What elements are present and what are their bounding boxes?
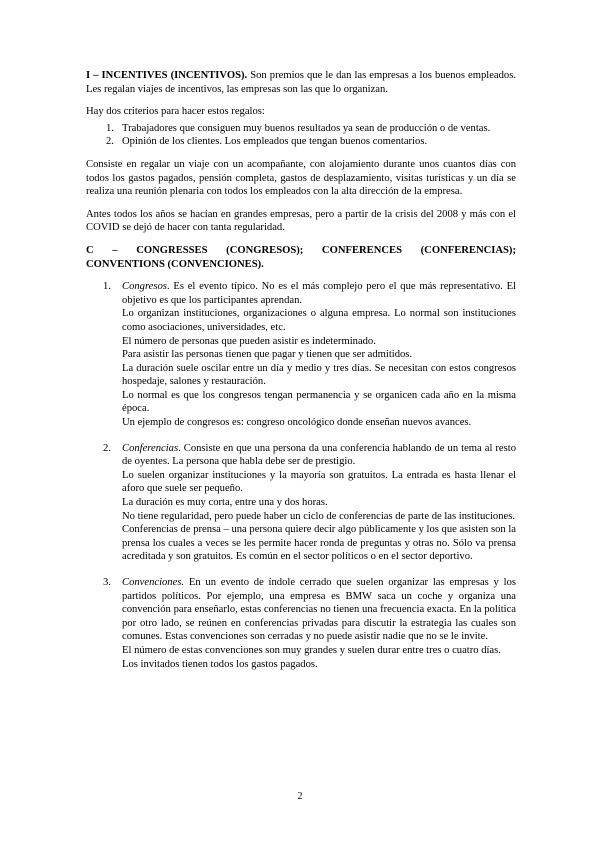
section-congresos bbox=[86, 280, 516, 430]
section-conferencias bbox=[86, 442, 516, 564]
incentives-text: Son premios que le dan las empresas a los buenos empleados. Les regalan viajes de incentivos, las empresas son las que lo organizan. bbox=[86, 70, 516, 95]
section-line: Los invitados tienen todos los gastos pagados. bbox=[122, 658, 318, 670]
list-item-number: 1. bbox=[106, 122, 114, 134]
section-lead bbox=[122, 280, 516, 307]
section-title: Conferencias bbox=[122, 442, 179, 454]
section-lead-text: . Es el evento típico. No es el más complejo pero el que más representativo. El objetivo es que los participantes aprendan. bbox=[122, 281, 516, 306]
section-title: Congresos bbox=[122, 281, 167, 293]
section-lead-text: . Consiste en que una persona da una conferencia hablando de un tema al resto de oyentes. La persona que habla debe ser de prestigio. bbox=[122, 442, 516, 468]
section-line: Un ejemplo de congresos es: congreso oncológico donde enseñan nuevos avances. bbox=[122, 417, 472, 429]
incentives-paragraph bbox=[86, 69, 516, 96]
section-number: 3. bbox=[103, 577, 111, 588]
covid-paragraph: Antes todos los años se hacían en grandes empresas, pero a partir de la crisis del 2008 y más con el COVID se dejó de hacer con tanta regularidad. bbox=[86, 208, 516, 234]
list-item bbox=[86, 122, 516, 136]
section-number: 2. bbox=[103, 442, 111, 454]
section-line: Para asistir las personas tienen que pagar y tienen que ser admitidos. bbox=[122, 349, 413, 361]
list-item-text: Trabajadores que consiguen muy buenos resultados ya sean de producción o de ventas. bbox=[122, 122, 491, 134]
section-line: La duración suele oscilar entre un día y medio y tres días. Se necesitan con estos congresos hospedaje, salones y restauración. bbox=[122, 362, 516, 388]
list-item-number: 2. bbox=[106, 136, 114, 148]
section-convenciones bbox=[86, 576, 516, 671]
section-title: Convenciones. bbox=[122, 577, 185, 588]
page-number: 2 bbox=[297, 791, 303, 802]
section-number: 1. bbox=[103, 281, 111, 293]
section-line: Lo normal es que los congresos tengan permanencia y se organicen cada año en la misma época. bbox=[122, 389, 516, 415]
c-section-heading: C – CONGRESSES (CONGRESOS); CONFERENCES (CONFERENCIAS); CONVENTIONS (CONVENCIONES). bbox=[86, 244, 516, 270]
criterios-list bbox=[86, 122, 516, 149]
viaje-paragraph: Consiste en regalar un viaje con un acompañante, con alojamiento durante unos cuantos días con todos los gastos pagados, pensión completa, gastos de desplazamiento, visitas turísticas y un día se realiza una reunión plenaria con todos los empleados con la alta dirección de la empresa. bbox=[86, 158, 516, 198]
section-line: Lo organizan instituciones, organizaciones o alguna empresa. Lo normal son instituciones como asociaciones, universidades, etc. bbox=[122, 308, 516, 333]
criterios-intro: Hay dos criterios para hacer estos regalos: bbox=[86, 106, 265, 118]
section-line: Lo suelen organizar instituciones y la mayoría son gratuitos. La entrada es hasta llenar el aforo que suele ser pequeño. bbox=[122, 469, 516, 495]
section-lead-text: En un evento de índole cerrado que suelen organizar las empresas y los partidos políticos. Por ejemplo, una empresa es BMW saca un coche y organiza una convención para enseñarlo, estas conferencias no tienen una frecuencia exacta. En la política por otro lado, se reúnen en conferencias privadas para discutir la estrategia las cuales son comunes. Estas convenciones son cerradas y no puede asistir nadie que no se le invite. bbox=[122, 577, 516, 643]
list-item-text: Opinión de los clientes. Los empleados que tengan buenos comentarios. bbox=[122, 136, 428, 148]
section-line: La duración es muy corta, entre una y dos horas. bbox=[122, 497, 328, 509]
section-lead bbox=[122, 576, 516, 644]
list-item bbox=[86, 135, 516, 149]
section-line: No tiene regularidad, pero puede haber un ciclo de conferencias de parte de las instituciones. bbox=[122, 510, 515, 522]
page-content bbox=[86, 69, 516, 683]
section-lead bbox=[122, 442, 516, 469]
incentives-heading: I – INCENTIVES (INCENTIVOS). bbox=[86, 70, 248, 81]
section-line: El número de estas convenciones son muy grandes y suelen durar entre tres o cuatro días. bbox=[122, 644, 501, 656]
section-line: El número de personas que pueden asistir es indeterminado. bbox=[122, 335, 376, 347]
section-line: Conferencias de prensa – una persona quiere decir algo públicamente y los que asisten son la prensa los cuales a veces se les permite hacer ronda de preguntas y otras no. Sólo va prensa acreditada y son gratuitos. Es común en el sector políticos o en el sector deportivo. bbox=[122, 524, 516, 563]
